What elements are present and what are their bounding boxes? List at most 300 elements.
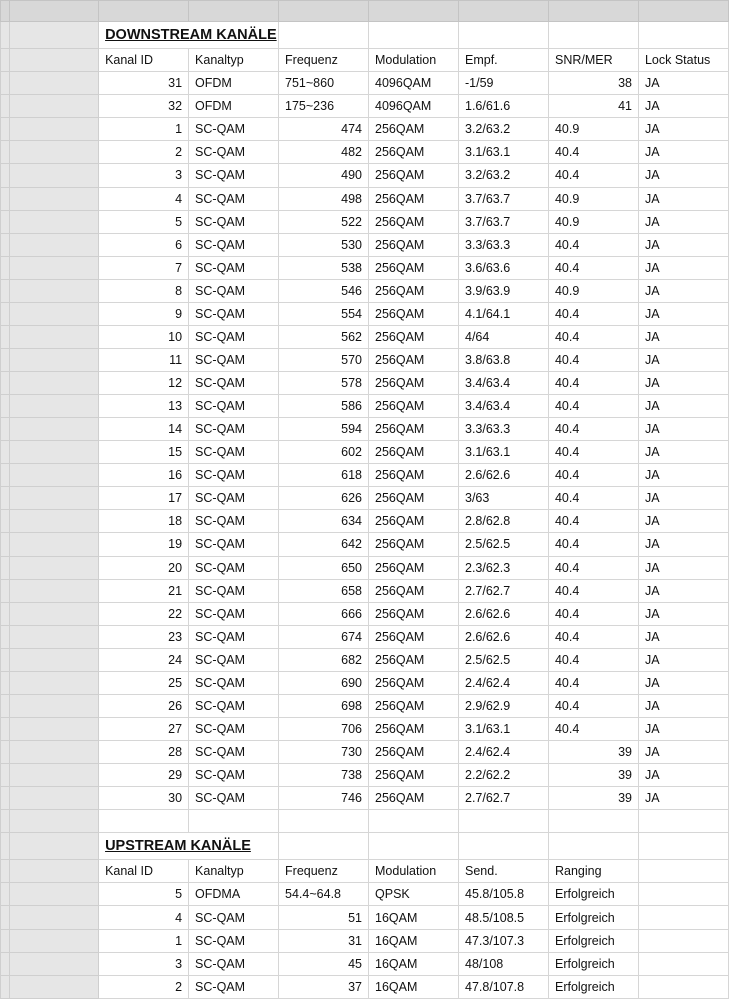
table-cell[interactable]: 40.4: [548, 510, 638, 533]
table-cell[interactable]: 256QAM: [369, 579, 459, 602]
table-cell[interactable]: 2.3/62.3: [459, 556, 549, 579]
table-cell[interactable]: 16QAM: [369, 952, 459, 975]
column-header-cell[interactable]: [638, 860, 728, 883]
table-cell[interactable]: JA: [638, 348, 728, 371]
table-cell[interactable]: 3.3/63.3: [459, 233, 549, 256]
table-cell[interactable]: 3.1/63.1: [459, 441, 549, 464]
empty-cell[interactable]: [369, 833, 459, 860]
empty-cell[interactable]: [99, 810, 189, 833]
table-cell[interactable]: 4/64: [459, 325, 549, 348]
table-cell[interactable]: 546: [279, 279, 369, 302]
table-cell[interactable]: SC-QAM: [189, 325, 279, 348]
table-cell[interactable]: 48.5/108.5: [459, 906, 549, 929]
table-cell[interactable]: 22: [99, 602, 189, 625]
table-cell[interactable]: 39: [548, 764, 638, 787]
table-cell[interactable]: JA: [638, 118, 728, 141]
table-cell[interactable]: 40.4: [548, 694, 638, 717]
table-cell[interactable]: 698: [279, 694, 369, 717]
empty-cell[interactable]: [638, 22, 728, 49]
table-cell[interactable]: 3.6/63.6: [459, 256, 549, 279]
table-cell[interactable]: SC-QAM: [189, 118, 279, 141]
table-cell[interactable]: 40.4: [548, 579, 638, 602]
table-cell[interactable]: 25: [99, 671, 189, 694]
table-cell[interactable]: 3.4/63.4: [459, 372, 549, 395]
section-title-cell[interactable]: [99, 833, 279, 860]
table-cell[interactable]: SC-QAM: [189, 256, 279, 279]
table-cell[interactable]: JA: [638, 164, 728, 187]
empty-cell[interactable]: [279, 833, 369, 860]
table-cell[interactable]: 40.4: [548, 372, 638, 395]
table-cell[interactable]: 39: [548, 787, 638, 810]
table-cell[interactable]: 530: [279, 233, 369, 256]
table-cell[interactable]: JA: [638, 418, 728, 441]
table-cell[interactable]: 7: [99, 256, 189, 279]
table-cell[interactable]: 1: [99, 929, 189, 952]
table-cell[interactable]: SC-QAM: [189, 210, 279, 233]
table-cell[interactable]: SC-QAM: [189, 395, 279, 418]
table-cell[interactable]: 554: [279, 302, 369, 325]
table-cell[interactable]: 256QAM: [369, 279, 459, 302]
column-header-cell[interactable]: Frequenz: [279, 860, 369, 883]
table-cell[interactable]: 256QAM: [369, 233, 459, 256]
table-cell[interactable]: -1/59: [459, 72, 549, 95]
table-cell[interactable]: 256QAM: [369, 787, 459, 810]
table-cell[interactable]: SC-QAM: [189, 510, 279, 533]
corner-cell: [1, 556, 10, 579]
table-cell[interactable]: SC-QAM: [189, 487, 279, 510]
table-cell[interactable]: 54.4~64.8: [279, 883, 369, 906]
table-cell[interactable]: SC-QAM: [189, 279, 279, 302]
table-cell[interactable]: JA: [638, 602, 728, 625]
table-cell[interactable]: [638, 929, 728, 952]
table-cell[interactable]: 2: [99, 141, 189, 164]
table-cell[interactable]: 626: [279, 487, 369, 510]
table-cell[interactable]: JA: [638, 302, 728, 325]
table-cell[interactable]: 570: [279, 348, 369, 371]
table-cell[interactable]: JA: [638, 579, 728, 602]
table-cell[interactable]: 40.4: [548, 395, 638, 418]
table-cell[interactable]: 28: [99, 741, 189, 764]
table-cell[interactable]: OFDMA: [189, 883, 279, 906]
table-cell[interactable]: 37: [279, 975, 369, 998]
table-cell[interactable]: QPSK: [369, 883, 459, 906]
table-cell[interactable]: 256QAM: [369, 187, 459, 210]
table-cell[interactable]: SC-QAM: [189, 233, 279, 256]
table-cell[interactable]: 40.4: [548, 648, 638, 671]
table-cell[interactable]: 45.8/105.8: [459, 883, 549, 906]
table-cell[interactable]: 2.5/62.5: [459, 533, 549, 556]
table-cell[interactable]: SC-QAM: [189, 302, 279, 325]
table-cell[interactable]: SC-QAM: [189, 975, 279, 998]
table-cell[interactable]: JA: [638, 256, 728, 279]
table-cell[interactable]: 674: [279, 625, 369, 648]
table-cell[interactable]: 40.4: [548, 256, 638, 279]
empty-cell[interactable]: [279, 22, 369, 49]
table-cell[interactable]: 40.4: [548, 441, 638, 464]
table-cell[interactable]: 3.8/63.8: [459, 348, 549, 371]
table-cell[interactable]: JA: [638, 533, 728, 556]
corner-cell: [1, 325, 10, 348]
table-cell[interactable]: 634: [279, 510, 369, 533]
table-cell[interactable]: JA: [638, 464, 728, 487]
table-cell[interactable]: 706: [279, 717, 369, 740]
table-cell[interactable]: 40.4: [548, 602, 638, 625]
table-cell[interactable]: 40.4: [548, 717, 638, 740]
table-cell[interactable]: 21: [99, 579, 189, 602]
table-cell[interactable]: 3.2/63.2: [459, 118, 549, 141]
table-cell[interactable]: 11: [99, 348, 189, 371]
table-cell[interactable]: 4: [99, 187, 189, 210]
table-cell[interactable]: 256QAM: [369, 694, 459, 717]
row-gutter-cell: [10, 279, 99, 302]
table-cell[interactable]: 27: [99, 717, 189, 740]
table-cell[interactable]: 18: [99, 510, 189, 533]
table-cell[interactable]: SC-QAM: [189, 533, 279, 556]
table-cell[interactable]: JA: [638, 441, 728, 464]
table-cell[interactable]: Erfolgreich: [548, 952, 638, 975]
table-cell[interactable]: SC-QAM: [189, 929, 279, 952]
table-cell[interactable]: [638, 952, 728, 975]
empty-cell[interactable]: [189, 810, 279, 833]
column-header-cell[interactable]: Modulation: [369, 860, 459, 883]
table-cell[interactable]: 40.9: [548, 187, 638, 210]
table-cell[interactable]: 30: [99, 787, 189, 810]
table-cell[interactable]: 15: [99, 441, 189, 464]
table-cell[interactable]: 256QAM: [369, 625, 459, 648]
table-cell[interactable]: 650: [279, 556, 369, 579]
table-cell[interactable]: SC-QAM: [189, 671, 279, 694]
table-cell[interactable]: 256QAM: [369, 764, 459, 787]
table-cell[interactable]: JA: [638, 95, 728, 118]
table-cell[interactable]: 40.4: [548, 325, 638, 348]
empty-cell[interactable]: [638, 810, 728, 833]
table-cell[interactable]: JA: [638, 187, 728, 210]
table-cell[interactable]: 490: [279, 164, 369, 187]
table-cell[interactable]: 40.9: [548, 118, 638, 141]
corner-cell: [1, 372, 10, 395]
section-title-cell[interactable]: [99, 22, 279, 49]
table-cell[interactable]: 5: [99, 210, 189, 233]
empty-cell[interactable]: [369, 810, 459, 833]
table-cell[interactable]: JA: [638, 510, 728, 533]
table-cell[interactable]: 256QAM: [369, 510, 459, 533]
table-cell[interactable]: 19: [99, 533, 189, 556]
corner-cell: [1, 975, 10, 998]
table-cell[interactable]: 256QAM: [369, 648, 459, 671]
table-cell[interactable]: 256QAM: [369, 348, 459, 371]
table-cell[interactable]: 2.7/62.7: [459, 787, 549, 810]
table-cell[interactable]: 256QAM: [369, 302, 459, 325]
table-cell[interactable]: 474: [279, 118, 369, 141]
table-cell[interactable]: 8: [99, 279, 189, 302]
table-cell[interactable]: 256QAM: [369, 418, 459, 441]
table-cell[interactable]: 6: [99, 233, 189, 256]
table-cell[interactable]: JA: [638, 279, 728, 302]
table-cell[interactable]: 40.9: [548, 210, 638, 233]
table-cell[interactable]: 2.7/62.7: [459, 579, 549, 602]
table-cell[interactable]: 751~860: [279, 72, 369, 95]
table-cell[interactable]: 51: [279, 906, 369, 929]
table-cell[interactable]: 9: [99, 302, 189, 325]
table-cell[interactable]: 256QAM: [369, 141, 459, 164]
table-cell[interactable]: 40.4: [548, 625, 638, 648]
table-cell[interactable]: 40.9: [548, 279, 638, 302]
table-cell[interactable]: 24: [99, 648, 189, 671]
table-cell[interactable]: JA: [638, 487, 728, 510]
downstream-table-row: [1, 764, 729, 787]
table-cell[interactable]: 47.3/107.3: [459, 929, 549, 952]
table-cell[interactable]: 40.4: [548, 671, 638, 694]
table-cell[interactable]: 498: [279, 187, 369, 210]
table-cell[interactable]: 3.1/63.1: [459, 717, 549, 740]
table-cell[interactable]: 3: [99, 164, 189, 187]
empty-cell[interactable]: [279, 810, 369, 833]
table-cell[interactable]: 40.4: [548, 418, 638, 441]
table-cell[interactable]: 256QAM: [369, 464, 459, 487]
table-cell[interactable]: 40.4: [548, 164, 638, 187]
column-header-cell[interactable]: Send.: [459, 860, 549, 883]
table-cell[interactable]: 40.4: [548, 348, 638, 371]
table-cell[interactable]: 658: [279, 579, 369, 602]
table-cell[interactable]: SC-QAM: [189, 952, 279, 975]
table-cell[interactable]: SC-QAM: [189, 141, 279, 164]
column-header-cell[interactable]: Kanaltyp: [189, 860, 279, 883]
table-cell[interactable]: 256QAM: [369, 118, 459, 141]
table-cell[interactable]: 31: [279, 929, 369, 952]
column-header-cell[interactable]: Kanal ID: [99, 860, 189, 883]
table-cell[interactable]: 3.7/63.7: [459, 187, 549, 210]
column-header-cell[interactable]: Lock Status: [638, 49, 728, 72]
table-cell[interactable]: 12: [99, 372, 189, 395]
table-cell[interactable]: JA: [638, 372, 728, 395]
table-cell[interactable]: 10: [99, 325, 189, 348]
table-cell[interactable]: 738: [279, 764, 369, 787]
table-cell[interactable]: 5: [99, 883, 189, 906]
table-cell[interactable]: SC-QAM: [189, 764, 279, 787]
table-cell[interactable]: 2.6/62.6: [459, 464, 549, 487]
table-cell[interactable]: 4096QAM: [369, 95, 459, 118]
table-cell[interactable]: 256QAM: [369, 487, 459, 510]
table-cell[interactable]: JA: [638, 648, 728, 671]
table-cell[interactable]: 562: [279, 325, 369, 348]
table-cell[interactable]: 4096QAM: [369, 72, 459, 95]
table-cell[interactable]: 48/108: [459, 952, 549, 975]
empty-cell[interactable]: [548, 833, 638, 860]
table-cell[interactable]: 175~236: [279, 95, 369, 118]
table-cell[interactable]: 256QAM: [369, 256, 459, 279]
table-cell[interactable]: JA: [638, 141, 728, 164]
table-cell[interactable]: 1: [99, 118, 189, 141]
empty-cell[interactable]: [459, 833, 549, 860]
empty-cell[interactable]: [548, 810, 638, 833]
table-cell[interactable]: 2.2/62.2: [459, 764, 549, 787]
row-gutter-cell: [10, 118, 99, 141]
table-cell[interactable]: 16QAM: [369, 906, 459, 929]
table-cell[interactable]: 602: [279, 441, 369, 464]
row-gutter-cell: [10, 694, 99, 717]
table-cell[interactable]: SC-QAM: [189, 741, 279, 764]
column-header-cell[interactable]: Ranging: [548, 860, 638, 883]
table-cell[interactable]: SC-QAM: [189, 579, 279, 602]
column-header-cell[interactable]: Empf.: [459, 49, 549, 72]
table-cell[interactable]: 256QAM: [369, 325, 459, 348]
table-cell[interactable]: 40.4: [548, 141, 638, 164]
table-cell[interactable]: SC-QAM: [189, 602, 279, 625]
table-cell[interactable]: 2.9/62.9: [459, 694, 549, 717]
table-cell[interactable]: 3.9/63.9: [459, 279, 549, 302]
table-cell[interactable]: 256QAM: [369, 717, 459, 740]
table-cell[interactable]: 256QAM: [369, 210, 459, 233]
table-cell[interactable]: OFDM: [189, 72, 279, 95]
column-header-cell[interactable]: Modulation: [369, 49, 459, 72]
table-cell[interactable]: 682: [279, 648, 369, 671]
table-cell[interactable]: JA: [638, 741, 728, 764]
table-cell[interactable]: 14: [99, 418, 189, 441]
table-cell[interactable]: JA: [638, 325, 728, 348]
table-cell[interactable]: [638, 906, 728, 929]
table-cell[interactable]: 2: [99, 975, 189, 998]
table-cell[interactable]: 256QAM: [369, 441, 459, 464]
table-cell[interactable]: SC-QAM: [189, 187, 279, 210]
table-cell[interactable]: 29: [99, 764, 189, 787]
empty-cell[interactable]: [638, 833, 728, 860]
table-cell[interactable]: [638, 883, 728, 906]
table-cell[interactable]: JA: [638, 694, 728, 717]
table-cell[interactable]: SC-QAM: [189, 648, 279, 671]
table-cell[interactable]: 538: [279, 256, 369, 279]
table-cell[interactable]: SC-QAM: [189, 906, 279, 929]
table-cell[interactable]: 3.7/63.7: [459, 210, 549, 233]
table-cell[interactable]: SC-QAM: [189, 694, 279, 717]
table-cell[interactable]: 3.4/63.4: [459, 395, 549, 418]
table-cell[interactable]: JA: [638, 210, 728, 233]
table-cell[interactable]: SC-QAM: [189, 418, 279, 441]
table-cell[interactable]: [638, 975, 728, 998]
table-cell[interactable]: 256QAM: [369, 556, 459, 579]
table-cell[interactable]: 38: [548, 72, 638, 95]
table-cell[interactable]: 41: [548, 95, 638, 118]
table-cell[interactable]: 256QAM: [369, 533, 459, 556]
table-cell[interactable]: JA: [638, 717, 728, 740]
table-cell[interactable]: 40.4: [548, 487, 638, 510]
table-cell[interactable]: OFDM: [189, 95, 279, 118]
column-header-cell[interactable]: SNR/MER: [548, 49, 638, 72]
table-cell[interactable]: JA: [638, 787, 728, 810]
table-cell[interactable]: 2.4/62.4: [459, 671, 549, 694]
empty-cell[interactable]: [548, 22, 638, 49]
table-cell[interactable]: 746: [279, 787, 369, 810]
table-cell[interactable]: 730: [279, 741, 369, 764]
table-cell[interactable]: 690: [279, 671, 369, 694]
table-cell[interactable]: 256QAM: [369, 741, 459, 764]
table-cell[interactable]: 3/63: [459, 487, 549, 510]
table-cell[interactable]: 3: [99, 952, 189, 975]
table-cell[interactable]: 40.4: [548, 302, 638, 325]
table-cell[interactable]: 2.6/62.6: [459, 625, 549, 648]
table-cell[interactable]: Erfolgreich: [548, 906, 638, 929]
table-cell[interactable]: 47.8/107.8: [459, 975, 549, 998]
table-cell[interactable]: Erfolgreich: [548, 929, 638, 952]
table-cell[interactable]: 40.4: [548, 556, 638, 579]
table-cell[interactable]: 256QAM: [369, 372, 459, 395]
table-cell[interactable]: 482: [279, 141, 369, 164]
table-cell[interactable]: 578: [279, 372, 369, 395]
table-cell[interactable]: 31: [99, 72, 189, 95]
table-cell[interactable]: 642: [279, 533, 369, 556]
table-cell[interactable]: 40.4: [548, 233, 638, 256]
table-cell[interactable]: JA: [638, 556, 728, 579]
empty-cell[interactable]: [369, 22, 459, 49]
table-cell[interactable]: 16QAM: [369, 929, 459, 952]
table-cell[interactable]: SC-QAM: [189, 464, 279, 487]
table-cell[interactable]: 32: [99, 95, 189, 118]
empty-cell[interactable]: [459, 22, 549, 49]
table-cell[interactable]: SC-QAM: [189, 164, 279, 187]
table-cell[interactable]: Erfolgreich: [548, 975, 638, 998]
table-cell[interactable]: 4: [99, 906, 189, 929]
table-cell[interactable]: 618: [279, 464, 369, 487]
table-cell[interactable]: 26: [99, 694, 189, 717]
table-cell[interactable]: SC-QAM: [189, 625, 279, 648]
table-cell[interactable]: 256QAM: [369, 395, 459, 418]
table-cell[interactable]: 45: [279, 952, 369, 975]
table-cell[interactable]: 522: [279, 210, 369, 233]
table-cell[interactable]: SC-QAM: [189, 372, 279, 395]
empty-cell[interactable]: [459, 810, 549, 833]
table-cell[interactable]: 3.2/63.2: [459, 164, 549, 187]
table-cell[interactable]: 2.4/62.4: [459, 741, 549, 764]
column-header-cell[interactable]: Frequenz: [279, 49, 369, 72]
table-cell[interactable]: SC-QAM: [189, 348, 279, 371]
table-cell[interactable]: 2.5/62.5: [459, 648, 549, 671]
table-cell[interactable]: SC-QAM: [189, 556, 279, 579]
table-cell[interactable]: 2.8/62.8: [459, 510, 549, 533]
table-cell[interactable]: 666: [279, 602, 369, 625]
table-cell[interactable]: SC-QAM: [189, 787, 279, 810]
table-cell[interactable]: 39: [548, 741, 638, 764]
table-cell[interactable]: JA: [638, 625, 728, 648]
column-header-cell[interactable]: Kanaltyp: [189, 49, 279, 72]
table-cell[interactable]: 3.3/63.3: [459, 418, 549, 441]
table-cell[interactable]: 256QAM: [369, 671, 459, 694]
table-cell[interactable]: SC-QAM: [189, 717, 279, 740]
table-cell[interactable]: JA: [638, 72, 728, 95]
table-cell[interactable]: 40.4: [548, 464, 638, 487]
table-cell[interactable]: 23: [99, 625, 189, 648]
table-cell[interactable]: JA: [638, 764, 728, 787]
table-cell[interactable]: 17: [99, 487, 189, 510]
table-cell[interactable]: 3.1/63.1: [459, 141, 549, 164]
table-cell[interactable]: Erfolgreich: [548, 883, 638, 906]
table-cell[interactable]: 16: [99, 464, 189, 487]
table-cell[interactable]: 13: [99, 395, 189, 418]
table-cell[interactable]: 4.1/64.1: [459, 302, 549, 325]
table-cell[interactable]: JA: [638, 233, 728, 256]
table-cell[interactable]: 20: [99, 556, 189, 579]
table-cell[interactable]: 2.6/62.6: [459, 602, 549, 625]
table-cell[interactable]: SC-QAM: [189, 441, 279, 464]
table-cell[interactable]: 256QAM: [369, 602, 459, 625]
column-header-cell[interactable]: Kanal ID: [99, 49, 189, 72]
table-cell[interactable]: 1.6/61.6: [459, 95, 549, 118]
table-cell[interactable]: JA: [638, 395, 728, 418]
table-cell[interactable]: 16QAM: [369, 975, 459, 998]
table-cell[interactable]: 40.4: [548, 533, 638, 556]
table-cell[interactable]: 586: [279, 395, 369, 418]
table-cell[interactable]: 594: [279, 418, 369, 441]
table-cell[interactable]: JA: [638, 671, 728, 694]
table-cell[interactable]: 256QAM: [369, 164, 459, 187]
